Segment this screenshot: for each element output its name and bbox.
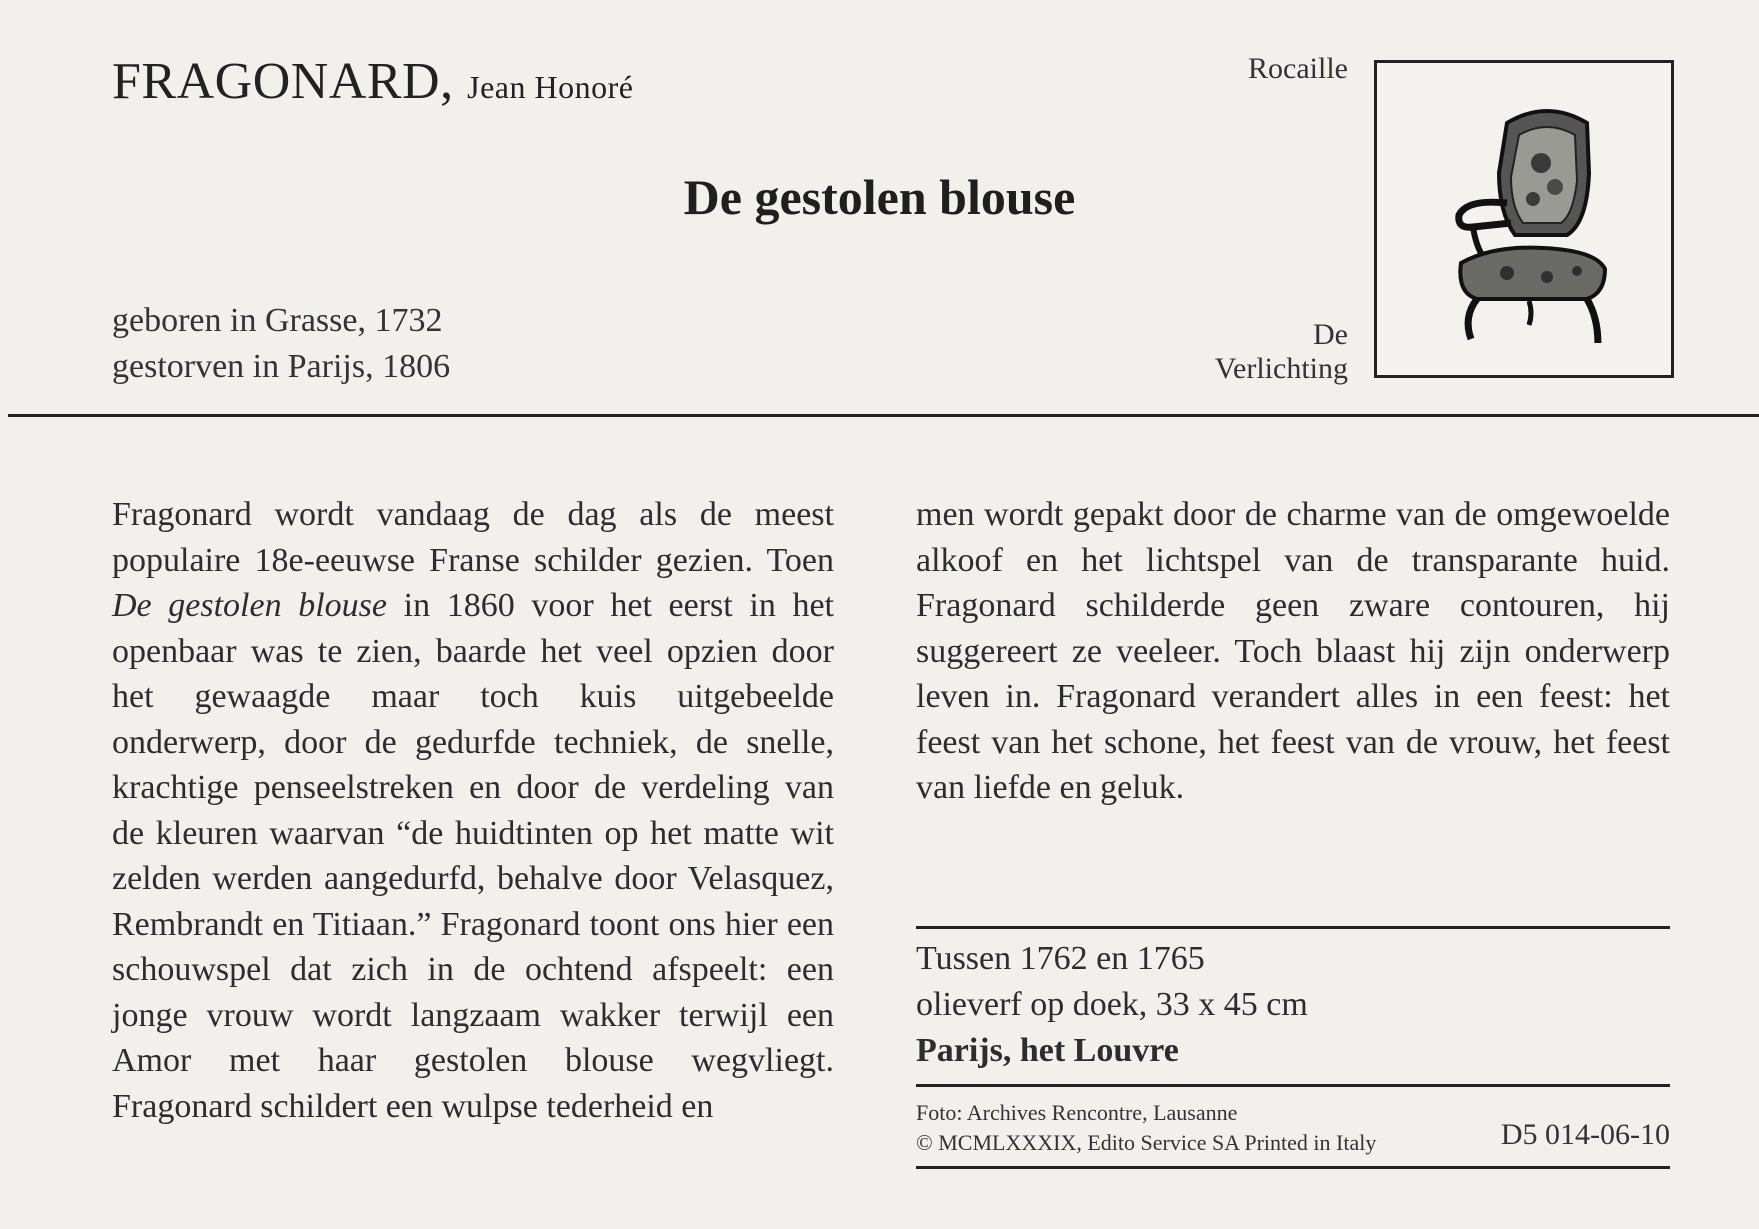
- artwork-details: [916, 936, 1308, 1074]
- description-left-part1: Fragonard wordt vandaag de dag als de meest populaire 18e-eeuwse Franse schilder gezien. Toen: [112, 496, 834, 579]
- description-title-italic: De gestolen blouse: [112, 587, 388, 624]
- credits: [916, 1098, 1670, 1158]
- style-label: Rocaille: [1248, 52, 1348, 85]
- copyright-text: © MCMLXXXIX, Edito Service SA Printed in Italy: [916, 1130, 1377, 1155]
- birth-info: geboren in Grasse, 1732: [112, 302, 443, 339]
- artwork-date: Tussen 1762 en 1765: [916, 940, 1205, 977]
- era-label-line2: Verlichting: [1214, 352, 1348, 385]
- photo-credit: Foto: Archives Rencontre, Lausanne: [916, 1100, 1238, 1125]
- artist-first-name: Jean Honoré: [467, 69, 634, 105]
- description-left-column: [112, 492, 834, 1129]
- description-left-part2: in 1860 voor het eerst in het openbaar was te zien, baarde het veel opzien door het gewaagde maar toch kuis uitgebeelde onderwerp, door de gedurfde techniek, de snelle, krachtige penseelstreken en door de verdeling van de kleuren waarvan “de huidtinten op het matte wit zelden werden aangedurfd, behalve door Velasquez, Rembrandt en Titiaan.” Fragonard toont ons hier een schouwspel dat zich in de ochtend afspeelt: een jonge vrouw wordt langzaam wakker terwijl een Amor met haar gestolen blouse wegvliegt. Fragonard schildert een wulpse tederheid en: [112, 587, 834, 1125]
- artist-last-name: FRAGONARD: [112, 53, 441, 110]
- description-right-text: men wordt gepakt door de charme van de omgewoelde alkoof en het lichtspel van de transparante huid. Fragonard schilderde geen zware contouren, hij suggereert ze veeleer. Toch blaast hij zijn onderwerp leven in. Fragonard verandert alles in een feest: het feest van het schone, het feest van de vrouw, het feest van liefde en geluk.: [916, 496, 1670, 806]
- style-emblem: [1374, 60, 1674, 378]
- details-bottom-divider: [916, 1084, 1670, 1087]
- artwork-location: Parijs, het Louvre: [916, 1032, 1179, 1069]
- artist-life-dates: [112, 298, 450, 390]
- details-top-divider: [916, 926, 1670, 929]
- era-label: [1160, 318, 1348, 386]
- description-right-column: [916, 492, 1670, 811]
- era-label-line1: De: [1313, 318, 1348, 351]
- copyright-row: [916, 1118, 1670, 1158]
- header-divider: [8, 414, 1759, 417]
- credits-bottom-divider: [916, 1166, 1670, 1169]
- artwork-medium: olieverf op doek, 33 x 45 cm: [916, 986, 1308, 1023]
- armchair-icon: [1437, 103, 1617, 343]
- artist-name-separator: ,: [440, 53, 468, 110]
- description-left-text: [112, 492, 834, 1129]
- artist-name: [112, 52, 633, 111]
- artwork-title: De gestolen blouse: [683, 169, 1076, 225]
- death-info: gestorven in Parijs, 1806: [112, 348, 451, 385]
- card-code: D5 014-06-10: [1500, 1118, 1670, 1151]
